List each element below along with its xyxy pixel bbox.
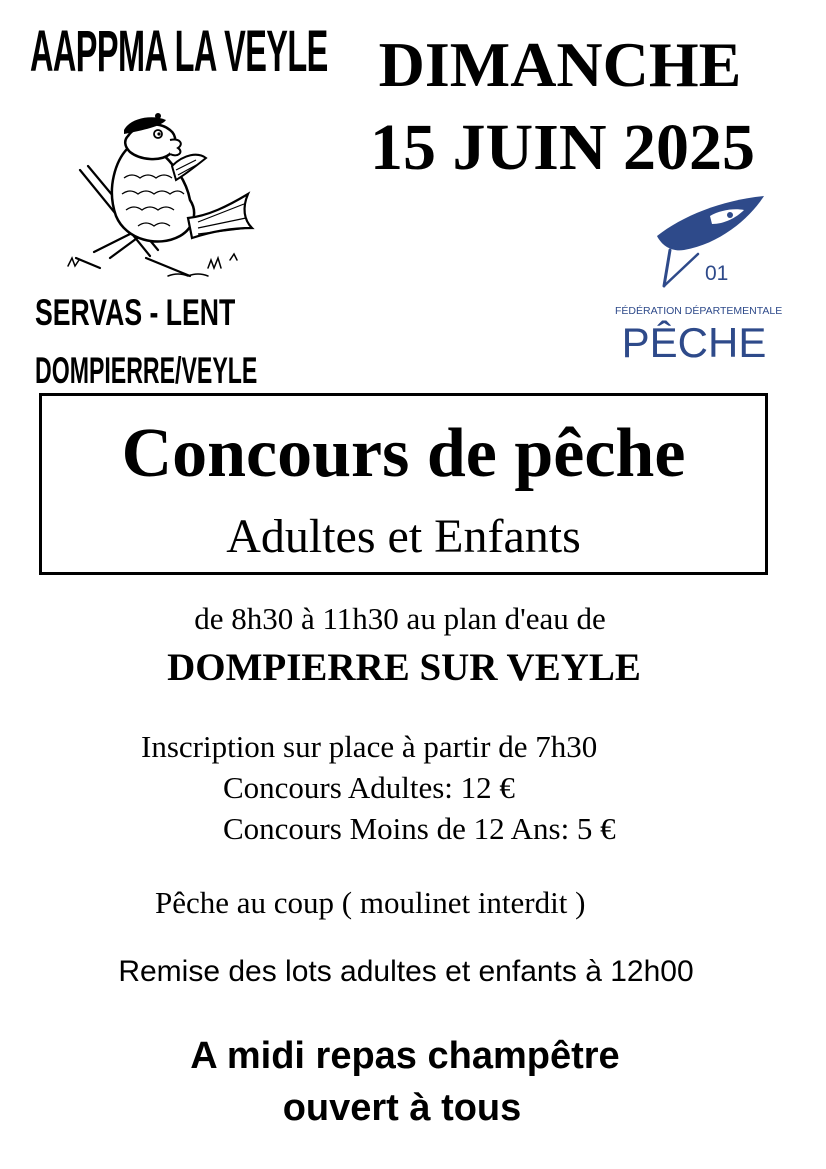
- adult-fee-text: Concours Adultes: 12 €: [223, 770, 515, 805]
- meal-text-line-2: ouvert à tous: [282, 1087, 522, 1129]
- fish-mascot-icon: [58, 108, 258, 288]
- venue-name: DOMPIERRE SUR VEYLE: [167, 646, 641, 689]
- towns-line-2: DOMPIERRE/VEYLE: [35, 350, 258, 391]
- child-fee-text: Concours Moins de 12 Ans: 5 €: [223, 811, 616, 846]
- registration-text: Inscription sur place à partir de 7h30: [141, 729, 598, 764]
- contest-title: Concours de pêche: [121, 415, 686, 492]
- federation-label: FÉDÉRATION DÉPARTEMENTALE: [615, 305, 783, 317]
- meal-text-line-1: A midi repas champêtre: [190, 1035, 620, 1077]
- event-date: 15 JUIN 2025: [369, 111, 755, 184]
- event-day: DIMANCHE: [378, 29, 742, 100]
- schedule-text: de 8h30 à 11h30 au plan d'eau de: [194, 601, 606, 636]
- organization-name: AAPPMA LA VEYLE: [30, 19, 328, 84]
- contest-subtitle: Adultes et Enfants: [226, 510, 581, 563]
- towns-line-1: SERVAS - LENT: [35, 292, 236, 333]
- title-box: [39, 393, 768, 575]
- department-number: 01: [705, 262, 729, 285]
- federation-logo: [612, 188, 783, 368]
- federation-brand: PÊCHE: [621, 319, 767, 366]
- prizes-text: Remise des lots adultes et enfants à 12h00: [118, 955, 694, 988]
- fishing-type-text: Pêche au coup ( moulinet interdit ): [155, 885, 586, 920]
- fish-hook-logo-icon: [612, 188, 772, 298]
